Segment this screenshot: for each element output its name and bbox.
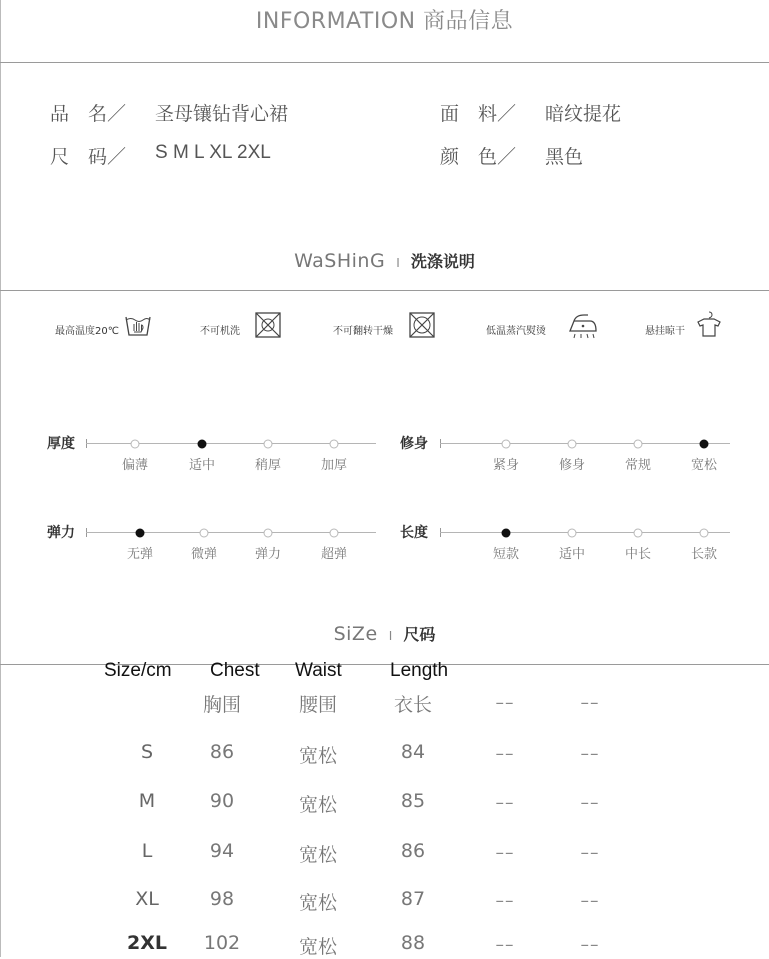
col5-cell: –– <box>495 793 515 813</box>
wash-label-temp: 最高温度20℃ <box>55 326 119 337</box>
product-name-value: 圣母镶钻背心裙 <box>155 103 289 125</box>
length-cell: 84 <box>400 741 426 763</box>
no-tumble-dry-icon <box>408 311 436 339</box>
header-chest-cn: 胸围 <box>202 694 242 716</box>
waist-cell: 宽松 <box>298 794 338 816</box>
size-cell: S <box>140 741 154 763</box>
col6-cell: –– <box>580 891 600 911</box>
no-machine-wash-icon <box>254 311 282 339</box>
col5-cell: –– <box>495 935 515 955</box>
scale-option-label: 紧身 <box>492 458 520 473</box>
scale-option-label: 超弹 <box>320 547 348 562</box>
header-length: Length <box>390 660 449 681</box>
header-waist: Waist <box>295 660 342 681</box>
waist-cell: 宽松 <box>298 844 338 866</box>
scale-dot <box>700 528 709 537</box>
scale-dot <box>634 528 643 537</box>
length-cell: 88 <box>400 932 426 954</box>
washing-divider <box>0 290 769 291</box>
wash-label-no-machine: 不可机洗 <box>200 326 240 337</box>
attr-label-3: 长度 <box>400 525 428 541</box>
scale-dot <box>264 439 273 448</box>
color-label: 颜 色／ <box>440 146 517 168</box>
scale-dot <box>634 439 643 448</box>
scale-option-label: 宽松 <box>690 458 718 473</box>
header-waist-cn: 腰围 <box>298 694 338 716</box>
scale-dot <box>330 439 339 448</box>
size-heading-sep: I <box>388 629 393 643</box>
scale-dot-selected <box>700 439 709 448</box>
scale-dot <box>200 528 209 537</box>
left-border <box>0 0 1 957</box>
low-steam-iron-icon <box>566 309 600 341</box>
chest-cell: 90 <box>209 790 235 812</box>
waist-cell: 宽松 <box>298 745 338 767</box>
size-cell: L <box>141 840 153 862</box>
size-heading-en: SiZe <box>333 623 378 645</box>
length-cell: 87 <box>400 888 426 910</box>
header-col6: –– <box>580 693 600 713</box>
scale-dot <box>502 439 511 448</box>
scale-option-label: 修身 <box>558 458 586 473</box>
waist-cell: 宽松 <box>298 936 338 958</box>
scale-option-label: 加厚 <box>320 458 348 473</box>
size-cell: XL <box>135 888 159 910</box>
page-title: INFORMATION 商品信息 <box>255 9 514 34</box>
col5-cell: –– <box>495 744 515 764</box>
scale-dot-selected <box>198 439 207 448</box>
color-value: 黑色 <box>545 146 584 168</box>
washing-heading <box>0 249 769 272</box>
length-cell: 85 <box>400 790 426 812</box>
fabric-label: 面 料／ <box>440 103 517 125</box>
scale-option-label: 常规 <box>624 458 652 473</box>
scale-option-label: 稍厚 <box>254 458 282 473</box>
scale-line <box>440 532 730 533</box>
attr-label-2: 弹力 <box>47 525 75 541</box>
scale-dot-selected <box>502 528 511 537</box>
scale-option-label: 适中 <box>558 547 586 562</box>
wash-label-no-tumble: 不可翻转干燥 <box>333 326 393 337</box>
title-divider <box>0 62 769 63</box>
attr-label-0: 厚度 <box>47 436 75 452</box>
size-heading-cn: 尺码 <box>403 625 436 644</box>
scale-dot <box>264 528 273 537</box>
scale-line <box>440 443 730 444</box>
scale-option-label: 长款 <box>690 547 718 562</box>
scale-option-label: 偏薄 <box>121 458 149 473</box>
wash-tub-icon <box>124 311 152 339</box>
header-chest: Chest <box>210 660 260 681</box>
col6-cell: –– <box>580 744 600 764</box>
chest-cell: 94 <box>209 840 235 862</box>
scale-dot <box>568 528 577 537</box>
hang-dry-icon <box>694 309 724 339</box>
fabric-value: 暗纹提花 <box>545 103 622 125</box>
wash-label-hang: 悬挂晾干 <box>645 326 685 337</box>
header-col5: –– <box>495 693 515 713</box>
scale-option-label: 中长 <box>624 547 652 562</box>
length-cell: 86 <box>400 840 426 862</box>
col6-cell: –– <box>580 935 600 955</box>
size-value: S M L XL 2XL <box>155 142 271 163</box>
col6-cell: –– <box>580 843 600 863</box>
wash-label-iron: 低温蒸汽熨烫 <box>486 326 546 337</box>
scale-option-label: 微弹 <box>190 547 218 562</box>
header-size-cm: Size/cm <box>104 660 172 681</box>
scale-option-label: 适中 <box>188 458 216 473</box>
header-length-cn: 衣长 <box>393 694 433 716</box>
scale-dot <box>131 439 140 448</box>
size-cell: 2XL <box>127 932 167 954</box>
scale-dot-selected <box>136 528 145 537</box>
col5-cell: –– <box>495 891 515 911</box>
scale-dot <box>568 439 577 448</box>
size-heading <box>0 622 769 645</box>
washing-heading-cn: 洗涤说明 <box>410 252 475 271</box>
scale-option-label: 弹力 <box>254 547 282 562</box>
chest-cell: 102 <box>203 932 241 954</box>
col6-cell: –– <box>580 793 600 813</box>
scale-option-label: 无弹 <box>126 547 154 562</box>
attr-label-1: 修身 <box>400 436 428 452</box>
col5-cell: –– <box>495 843 515 863</box>
waist-cell: 宽松 <box>298 892 338 914</box>
washing-heading-sep: I <box>396 256 400 270</box>
scale-dot <box>330 528 339 537</box>
size-label: 尺 码／ <box>50 146 127 168</box>
scale-option-label: 短款 <box>492 547 520 562</box>
chest-cell: 98 <box>209 888 235 910</box>
washing-heading-en: WaSHinG <box>294 250 386 272</box>
product-name-label: 品 名／ <box>50 103 127 125</box>
size-cell: M <box>138 790 156 812</box>
chest-cell: 86 <box>209 741 235 763</box>
